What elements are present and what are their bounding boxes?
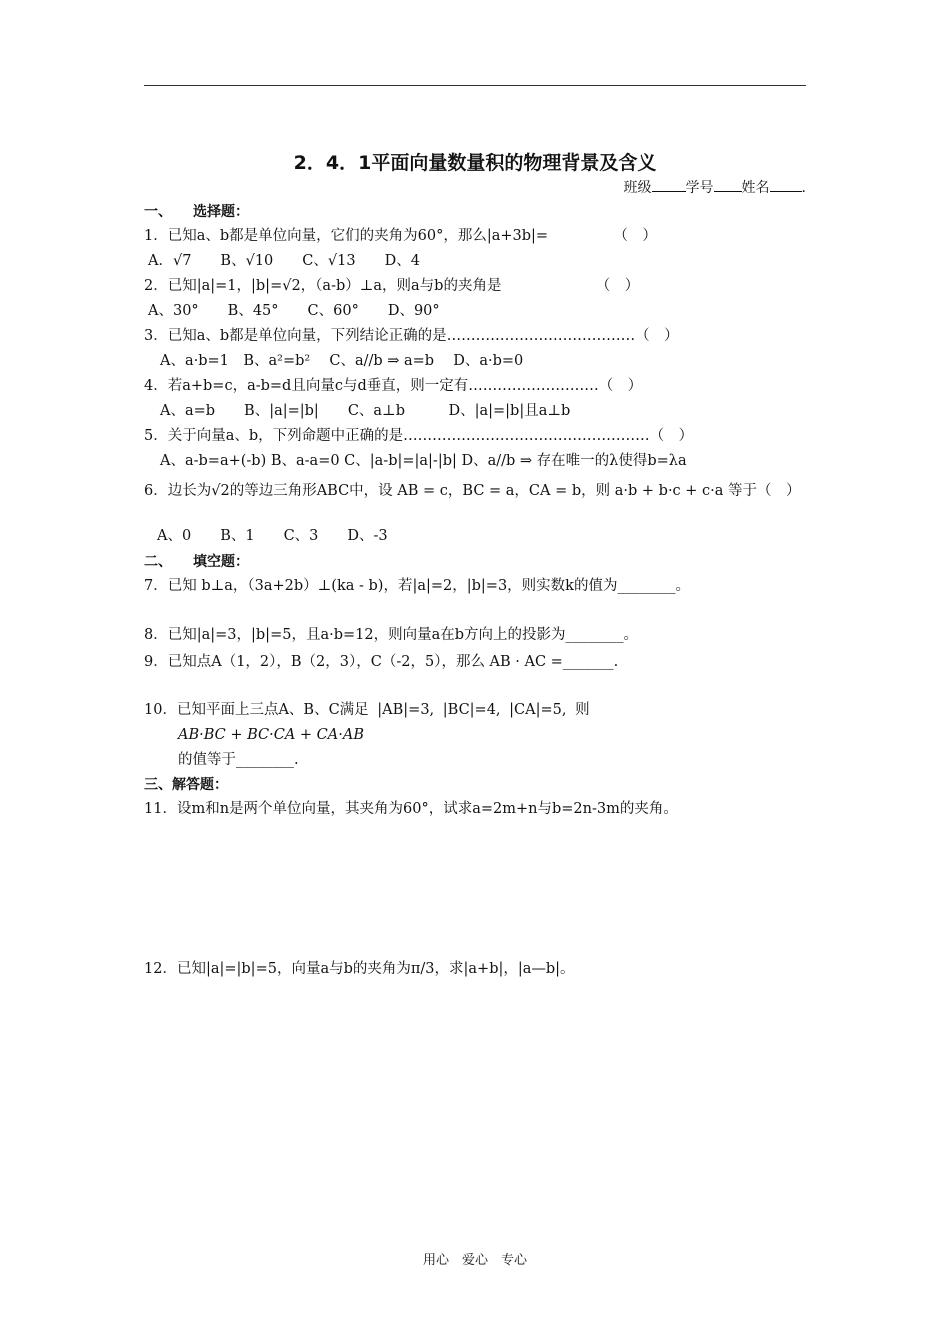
section-answer: 三、解答题： bbox=[144, 777, 228, 793]
question-6: 6．边长为√2的等边三角形ABC中，设 AB = c，BC = a，CA = b，则 a·b + b·c + c·a 等于（ ） bbox=[144, 483, 801, 499]
question-3-options: A、a·b=1 B、a²=b² C、a//b ⇒ a=b D、a·b=0 bbox=[160, 353, 524, 369]
section-fill: 二、 填空题： bbox=[144, 554, 249, 570]
top-rule bbox=[144, 85, 806, 86]
question-9: 9．已知点A（1，2），B（2，3），C（-2，5），那么 AB · AC =_______. bbox=[144, 654, 619, 670]
question-2-options: A、30° B、45° C、60° D、90° bbox=[148, 303, 440, 319]
question-6-options: A、0 B、1 C、3 D、-3 bbox=[157, 528, 388, 544]
section-choice: 一、 选择题： bbox=[144, 204, 249, 220]
question-1: 1．已知a、b都是单位向量，它们的夹角为60°，那么|a+3b|= （ ） bbox=[144, 228, 657, 244]
question-4: 4．若a+b=c，a-b=d且向量c与d垂直，则一定有………………………（ ） bbox=[144, 378, 643, 394]
question-12: 12．已知|a|=|b|=5，向量a与b的夹角为π/3，求|a+b|，|a—b|。 bbox=[144, 961, 575, 977]
page-title: 2．4．1平面向量数量积的物理背景及含义 bbox=[293, 152, 657, 174]
question-2: 2．已知|a|=1，|b|=√2，（a-b）⊥a，则a与b的夹角是 （ ） bbox=[144, 278, 640, 294]
question-10: 10．已知平面上三点A、B、C满足 |AB|=3, |BC|=4, |CA|=5, 则 bbox=[144, 702, 590, 718]
student-info: 班级 学号 姓名 . bbox=[624, 177, 806, 197]
question-8: 8．已知|a|=3，|b|=5，且a·b=12，则向量a在b方向上的投影为________。 bbox=[144, 627, 639, 643]
page-footer: 用心 爱心 专心 bbox=[422, 1253, 527, 1268]
name-label: 姓名 bbox=[741, 180, 770, 196]
question-11: 11．设m和n是两个单位向量，其夹角为60°，试求a=2m+n与b=2n-3m的夹角。 bbox=[144, 801, 678, 817]
question-5: 5．关于向量a、b，下列命题中正确的是……………………………………………（ ） bbox=[144, 428, 694, 444]
question-10-tail: 的值等于________. bbox=[178, 752, 299, 768]
question-5-options: A、a-b=a+(-b) B、a-a=0 C、|a-b|=|a|-|b| D、a//b ⇒ 存在唯一的λ使得b=λa bbox=[160, 453, 687, 469]
question-4-options: A、a=b B、|a|=|b| C、a⊥b D、|a|=|b|且a⊥b bbox=[160, 403, 571, 419]
class-label: 班级 bbox=[623, 180, 652, 196]
id-label: 学号 bbox=[685, 180, 714, 196]
question-7: 7．已知 b⊥a，（3a+2b）⊥(ka - b)，若|a|=2，|b|=3，则实数k的值为________。 bbox=[144, 578, 690, 594]
question-1-options: A．√7 B、√10 C、√13 D、4 bbox=[148, 253, 420, 269]
question-10-expression: AB·BC + BC·CA + CA·AB bbox=[178, 727, 364, 743]
question-3: 3．已知a、b都是单位向量，下列结论正确的是…………………………………（ ） bbox=[144, 328, 679, 344]
